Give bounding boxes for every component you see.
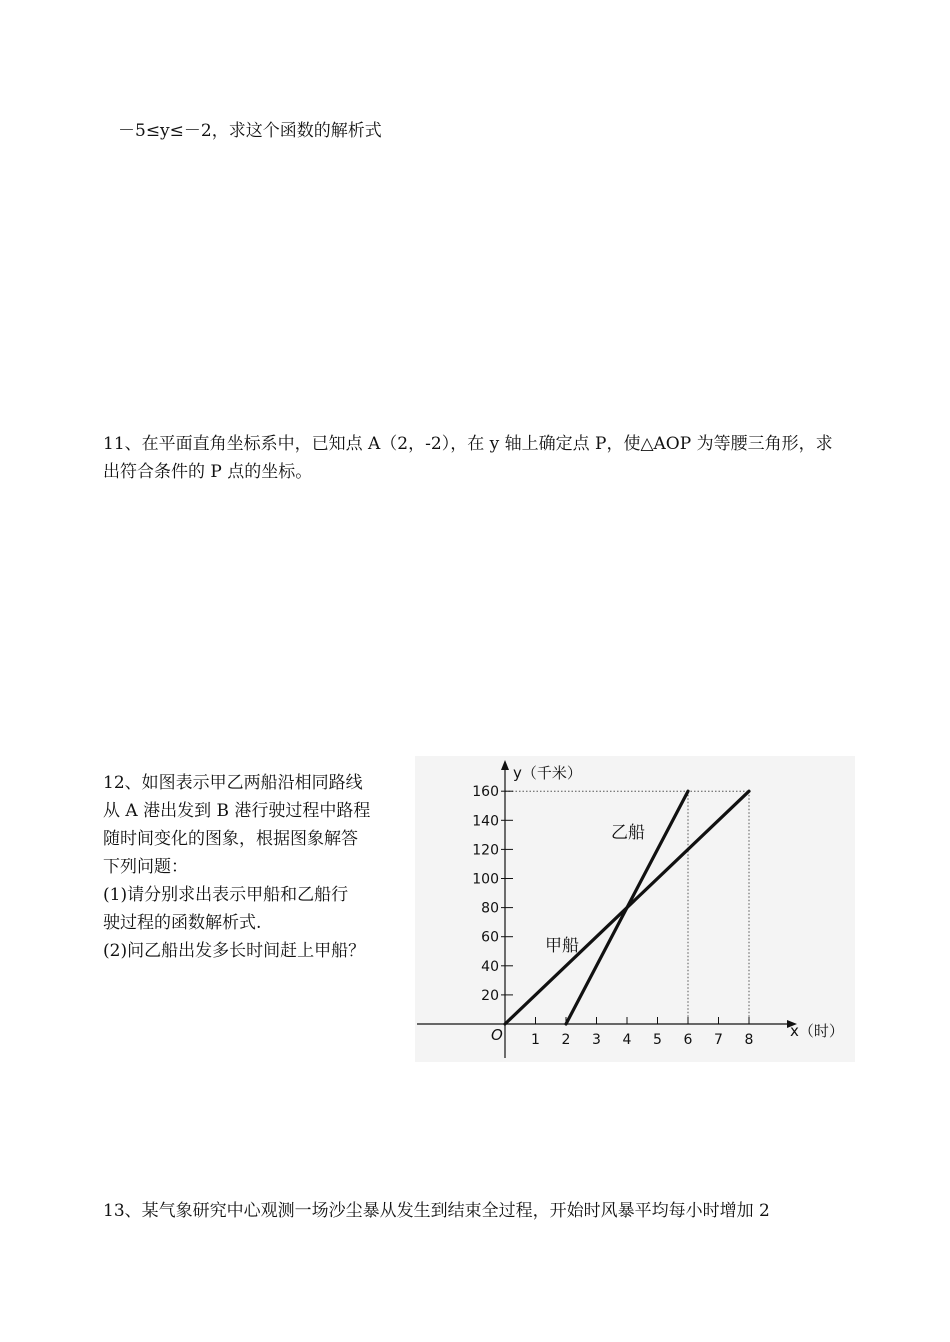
distance-time-chart <box>415 756 855 1062</box>
series-label-yi: 乙船 <box>611 823 645 843</box>
x-tick-label: 6 <box>683 1032 693 1048</box>
y-tick-label: 20 <box>481 987 499 1004</box>
y-tick-label: 120 <box>472 842 499 859</box>
question-10-text: －5≤y≤－2，求这个函数的解析式 <box>118 121 382 141</box>
question-12-line: 12、如图表示甲乙两船沿相同路线 <box>103 773 363 793</box>
question-12-line: 从 A 港出发到 B 港行驶过程中路程 <box>103 801 371 821</box>
question-13-text: 13、某气象研究中心观测一场沙尘暴从发生到结束全过程，开始时风暴平均每小时增加 2 <box>103 1201 770 1221</box>
y-tick-label: 140 <box>472 813 499 830</box>
x-tick-label: 2 <box>561 1032 571 1048</box>
x-tick-label: 8 <box>744 1032 754 1048</box>
question-11-line-2: 出符合条件的 P 点的坐标。 <box>103 462 313 482</box>
question-12-subquestion-1: (1)请分别求出表示甲船和乙船行 <box>103 885 349 905</box>
question-13 <box>103 1197 770 1225</box>
x-tick-label: 1 <box>531 1032 540 1048</box>
x-axis-label: x（时） <box>790 1022 844 1040</box>
question-12-line: 下列问题： <box>103 857 188 877</box>
series-label-jia: 甲船 <box>545 936 579 956</box>
question-12-line: 随时间变化的图象，根据图象解答 <box>103 829 358 849</box>
y-tick-label: 80 <box>481 900 499 917</box>
y-tick-label: 100 <box>472 871 499 888</box>
question-12-subquestion-2: (2)问乙船出发多长时间赶上甲船？ <box>103 941 366 961</box>
y-axis-label: y（千米） <box>513 764 582 782</box>
x-tick-label: 7 <box>714 1032 723 1048</box>
y-tick-label: 60 <box>481 929 499 946</box>
question-12-subquestion-1-cont: 驶过程的函数解析式. <box>103 913 262 933</box>
question-11 <box>103 430 833 486</box>
chart-svg <box>415 756 855 1062</box>
question-12 <box>103 769 370 965</box>
origin-label: O <box>491 1026 503 1044</box>
x-tick-label: 3 <box>592 1032 601 1048</box>
y-tick-label: 160 <box>472 784 499 801</box>
x-tick-label: 4 <box>622 1032 632 1048</box>
y-tick-label: 40 <box>481 958 499 975</box>
question-11-line-1: 11、在平面直角坐标系中，已知点 A（2，-2），在 y 轴上确定点 P，使△AOP 为等腰三角形，求 <box>103 434 833 454</box>
x-tick-label: 5 <box>653 1032 662 1048</box>
